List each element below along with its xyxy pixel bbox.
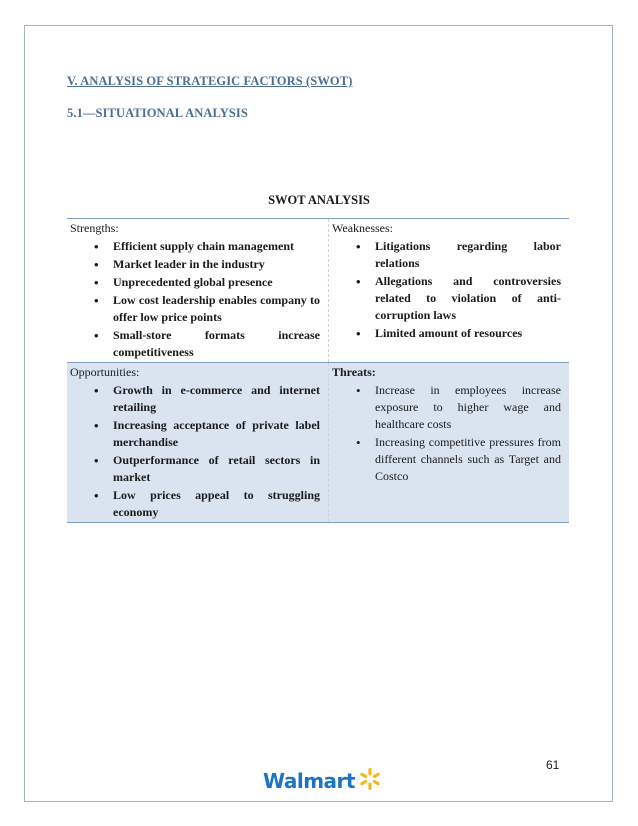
swot-row-internal xyxy=(67,219,569,363)
walmart-logo xyxy=(263,766,382,796)
strengths-cell xyxy=(67,219,329,363)
swot-title: SWOT ANALYSIS xyxy=(268,193,370,207)
list-item: • Market leader in the industry xyxy=(70,256,320,273)
opportunities-cell xyxy=(67,363,329,523)
list-item: • Increasing competitive pressures from different channels such as Target and Costco xyxy=(332,434,561,485)
list-item: • Increasing acceptance of private label merchandise xyxy=(70,417,320,451)
logo-wordmark: Walmart xyxy=(263,769,355,793)
subsection-heading: 5.1—SITUATIONAL ANALYSIS xyxy=(67,106,248,120)
list-item: • Low cost leadership enables company to offer low price points xyxy=(70,292,320,326)
threats-cell xyxy=(329,363,570,523)
swot-row-external xyxy=(67,363,569,523)
list-item: • Outperformance of retail sectors in market xyxy=(70,452,320,486)
weaknesses-label: Weaknesses: xyxy=(332,221,394,235)
page-number: 61 xyxy=(546,758,560,772)
threats-label: Threats: xyxy=(332,365,376,379)
strengths-label: Strengths: xyxy=(70,221,119,235)
list-item: • Unprecedented global presence xyxy=(70,274,320,291)
swot-table xyxy=(67,218,569,523)
walmart-spark-icon xyxy=(358,767,382,796)
section-heading: V. ANALYSIS OF STRATEGIC FACTORS (SWOT) xyxy=(67,74,353,88)
list-item: • Increase in employees increase exposure to higher wage and healthcare costs xyxy=(332,382,561,433)
opportunities-label: Opportunities: xyxy=(70,365,140,379)
list-item: • Small-store formats increase competitiveness xyxy=(70,327,320,361)
opportunities-list xyxy=(70,382,320,521)
list-item: • Allegations and controversies related to violation of anti-corruption laws xyxy=(332,273,561,324)
threats-list xyxy=(332,382,561,485)
list-item: • Low prices appeal to struggling economy xyxy=(70,487,320,521)
weaknesses-list xyxy=(332,238,561,342)
list-item: • Growth in e-commerce and internet retailing xyxy=(70,382,320,416)
list-item: • Efficient supply chain management xyxy=(70,238,320,255)
list-item: • Litigations regarding labor relations xyxy=(332,238,561,272)
weaknesses-cell xyxy=(329,219,570,363)
list-item: • Limited amount of resources xyxy=(332,325,561,342)
strengths-list xyxy=(70,238,320,361)
